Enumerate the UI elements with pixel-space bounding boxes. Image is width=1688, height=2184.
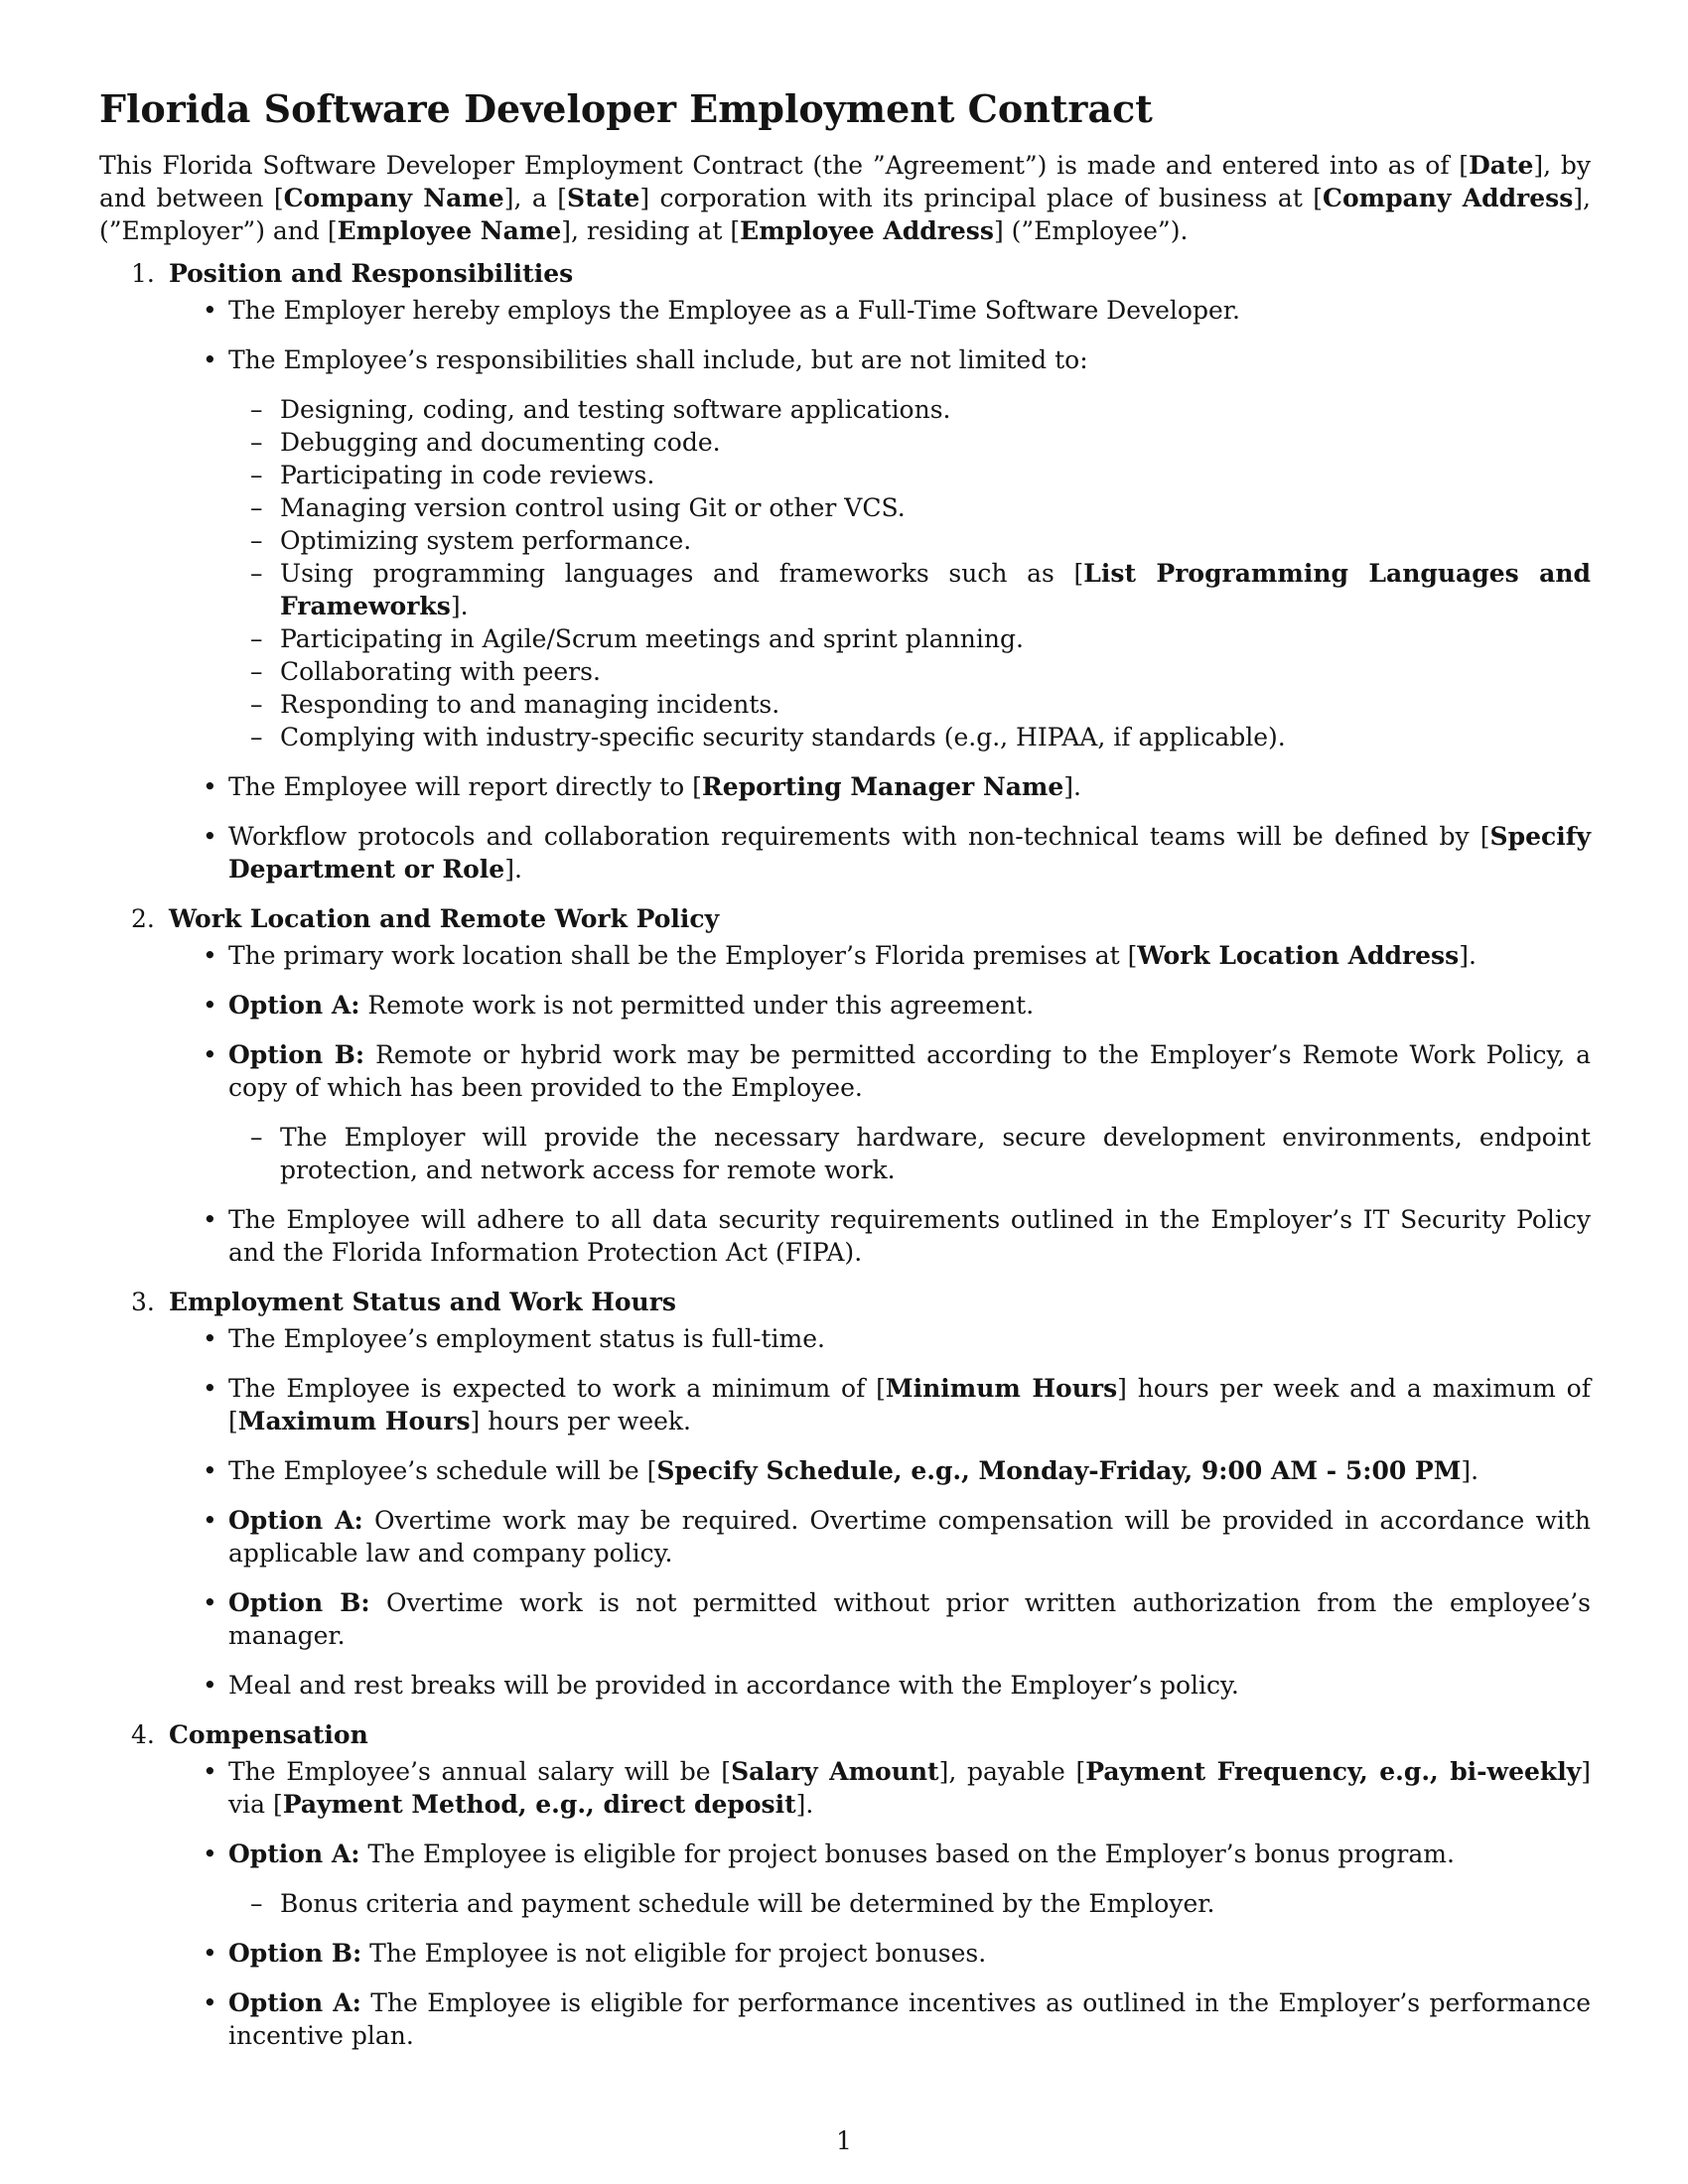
bullet-text xyxy=(228,770,1591,803)
bullet-text xyxy=(228,1755,1591,1821)
bullet-text xyxy=(228,820,1591,886)
bullet-text-part: Overtime work may be required. Overtime compensation will be provided in accordance with applicable law and company policy. xyxy=(228,1506,1591,1568)
placeholder-languages: List Programming Languages and Frameworks xyxy=(280,559,1591,620)
bullet-text-part: The Employee is eligible for project bonuses based on the Employer’s bonus program. xyxy=(359,1840,1455,1868)
bullet-text-part: The primary work location shall be the Employer’s Florida premises at [ xyxy=(228,941,1138,970)
bullet-text-part: Workflow protocols and collaboration requirements with non-technical teams will be defined by [ xyxy=(228,822,1490,851)
bullet-list xyxy=(99,1755,1591,2052)
intro-text: ], residing at [ xyxy=(561,216,741,245)
document-title: Florida Software Developer Employment Contract xyxy=(99,86,1153,131)
list-item xyxy=(99,1838,1591,1920)
option-label: Option A: xyxy=(228,1506,363,1535)
bullet-text: • The Employer hereby employs the Employee as a Full-Time Software Developer. xyxy=(228,296,1240,325)
list-item xyxy=(99,1322,1591,1355)
intro-text: ] (”Employee”). xyxy=(993,216,1189,245)
bullet-list xyxy=(99,939,1591,1269)
section-title: Work Location and Remote Work Policy xyxy=(169,904,720,933)
dash-text: ]. xyxy=(450,592,469,620)
section-title: Position and Responsibilities xyxy=(169,259,574,288)
intro-text: This Florida Software Developer Employment Contract (the ”Agreement”) is made and entered into as of [ xyxy=(99,151,1470,180)
bullet-text-part: The Employee is expected to work a minimum of [ xyxy=(228,1374,886,1403)
placeholder-manager: Reporting Manager Name xyxy=(701,772,1064,801)
list-item: – Complying with industry-specific security standards (e.g., HIPAA, if applicable). xyxy=(228,721,1591,753)
list-item: – Bonus criteria and payment schedule will be determined by the Employer. xyxy=(228,1887,1591,1920)
section-employment-status xyxy=(99,1286,1591,1702)
bullet-text xyxy=(228,1454,1591,1487)
section-heading xyxy=(99,1718,1591,1751)
placeholder-employee-name: Employee Name xyxy=(337,216,562,245)
bullet-list xyxy=(99,294,1591,886)
list-item xyxy=(99,1454,1591,1487)
placeholder-minimum-hours: Minimum Hours xyxy=(885,1374,1118,1403)
list-item xyxy=(99,343,1591,753)
section-number: 2. xyxy=(131,904,155,933)
page-number: 1 xyxy=(836,2126,852,2155)
list-item xyxy=(99,1755,1591,1821)
bullet-text xyxy=(228,1372,1591,1437)
dash-text: Using programming languages and frameworks such as [ xyxy=(280,559,1084,588)
option-label: Option A: xyxy=(228,991,360,1020)
bullet-text-part: The Employee is eligible for performance incentives as outlined in the Employer’s performance incentive plan. xyxy=(228,1988,1591,2050)
bullet-text: • The Employee’s employment status is full-time. xyxy=(228,1324,825,1353)
bullet-text-part: ] hours per week and a maximum of [ xyxy=(228,1374,1591,1435)
bullet-text-part: ]. xyxy=(1063,772,1081,801)
section-work-location xyxy=(99,902,1591,1269)
section-heading xyxy=(99,1286,1591,1318)
section-title: Employment Status and Work Hours xyxy=(169,1288,676,1316)
bullet-text xyxy=(228,1504,1591,1570)
placeholder-date: Date xyxy=(1469,151,1534,180)
option-label: Option A: xyxy=(228,1988,361,2017)
list-item: – Designing, coding, and testing software applications. xyxy=(228,393,1591,426)
dash-list xyxy=(228,393,1591,753)
list-item xyxy=(99,294,1591,327)
bullet-text xyxy=(228,1586,1591,1652)
placeholder-maximum-hours: Maximum Hours xyxy=(237,1407,471,1435)
bullet-text xyxy=(228,989,1591,1022)
list-item: – Optimizing system performance. xyxy=(228,524,1591,557)
bullet-text-part: The Employee’s annual salary will be [ xyxy=(228,1757,732,1786)
placeholder-payment-method: Payment Method, e.g., direct deposit xyxy=(282,1790,796,1819)
list-item: – The Employer will provide the necessary hardware, secure development environments, endpoint protection, and network access for remote work. xyxy=(228,1121,1591,1186)
list-item xyxy=(99,1203,1591,1269)
placeholder-company-address: Company Address xyxy=(1323,184,1574,212)
list-item: – Debugging and documenting code. xyxy=(228,426,1591,459)
list-item: – Managing version control using Git or other VCS. xyxy=(228,491,1591,524)
bullet-text-part: ] via [ xyxy=(228,1757,1592,1819)
intro-text: ], (”Employer”) and [ xyxy=(99,184,1591,245)
bullet-text-part: The Employee’s schedule will be [ xyxy=(228,1456,657,1485)
placeholder-company-name: Company Name xyxy=(283,184,504,212)
bullet-text-part: The Employee is not eligible for project bonuses. xyxy=(361,1939,987,1968)
section-heading xyxy=(99,902,1591,935)
placeholder-work-location: Work Location Address xyxy=(1137,941,1460,970)
bullet-text-part: ]. xyxy=(795,1790,814,1819)
option-label: Option B: xyxy=(228,1588,370,1617)
list-item xyxy=(99,770,1591,803)
document-page xyxy=(99,85,1591,2069)
bullet-text-part: ]. xyxy=(1461,1456,1479,1485)
bullet-text: • Meal and rest breaks will be provided in accordance with the Employer’s policy. xyxy=(228,1671,1239,1700)
section-position xyxy=(99,257,1591,886)
bullet-text-part: The Employee will report directly to [ xyxy=(228,772,702,801)
list-item xyxy=(99,1372,1591,1437)
list-item: – Responding to and managing incidents. xyxy=(228,688,1591,721)
placeholder-department: Specify Department or Role xyxy=(228,822,1591,884)
option-label: Option B: xyxy=(228,1939,362,1968)
bullet-list xyxy=(99,1322,1591,1702)
option-label: Option A: xyxy=(228,1840,360,1868)
placeholder-employee-address: Employee Address xyxy=(740,216,994,245)
list-item xyxy=(99,989,1591,1022)
intro-paragraph xyxy=(99,149,1591,247)
section-number: 3. xyxy=(131,1288,155,1316)
option-label: Option B: xyxy=(228,1040,365,1069)
list-item: – Participating in Agile/Scrum meetings and sprint planning. xyxy=(228,622,1591,655)
bullet-text xyxy=(228,1986,1591,2052)
section-number: 4. xyxy=(131,1720,155,1749)
section-compensation xyxy=(99,1718,1591,2052)
intro-text: ] corporation with its principal place of business at [ xyxy=(639,184,1324,212)
section-heading xyxy=(99,257,1591,290)
section-number: 1. xyxy=(131,259,155,288)
list-item xyxy=(228,557,1591,622)
list-item xyxy=(99,820,1591,886)
intro-text: ], a [ xyxy=(503,184,568,212)
list-item: – Collaborating with peers. xyxy=(228,655,1591,688)
bullet-text: • The Employee will adhere to all data security requirements outlined in the Employer’s IT Security Policy and the Florida Information Protection Act (FIPA). xyxy=(228,1205,1591,1267)
bullet-text xyxy=(228,939,1591,972)
dash-list xyxy=(228,1887,1591,1920)
list-item: – Participating in code reviews. xyxy=(228,459,1591,491)
bullet-text-part: ]. xyxy=(504,855,522,884)
dash-list xyxy=(228,1121,1591,1186)
intro-text: ], by and between [ xyxy=(99,151,1591,212)
bullet-text-part: ] hours per week. xyxy=(470,1407,692,1435)
list-item xyxy=(99,1038,1591,1186)
bullet-text-part: Remote or hybrid work may be permitted according to the Employer’s Remote Work Policy, a copy of which has been provided to the Employee. xyxy=(228,1040,1591,1102)
list-item xyxy=(99,1937,1591,1970)
placeholder-payment-frequency: Payment Frequency, e.g., bi-weekly xyxy=(1085,1757,1582,1786)
bullet-text xyxy=(228,1838,1591,1870)
list-item xyxy=(99,1504,1591,1570)
list-item xyxy=(99,1586,1591,1652)
bullet-text: • The Employee’s responsibilities shall include, but are not limited to: xyxy=(228,345,1088,374)
placeholder-schedule: Specify Schedule, e.g., Monday-Friday, 9:00 AM - 5:00 PM xyxy=(656,1456,1462,1485)
placeholder-state: State xyxy=(567,184,640,212)
bullet-text xyxy=(228,1038,1591,1104)
bullet-text-part: ]. xyxy=(1459,941,1477,970)
sections-list xyxy=(99,257,1591,2052)
list-item xyxy=(99,1986,1591,2052)
placeholder-salary: Salary Amount xyxy=(731,1757,939,1786)
list-item xyxy=(99,1669,1591,1702)
bullet-text xyxy=(228,1937,1591,1970)
bullet-text-part: Overtime work is not permitted without prior written authorization from the employee’s manager. xyxy=(228,1588,1592,1650)
bullet-text-part: Remote work is not permitted under this agreement. xyxy=(359,991,1035,1020)
section-title: Compensation xyxy=(169,1720,368,1749)
list-item xyxy=(99,939,1591,972)
bullet-text-part: ], payable [ xyxy=(938,1757,1086,1786)
